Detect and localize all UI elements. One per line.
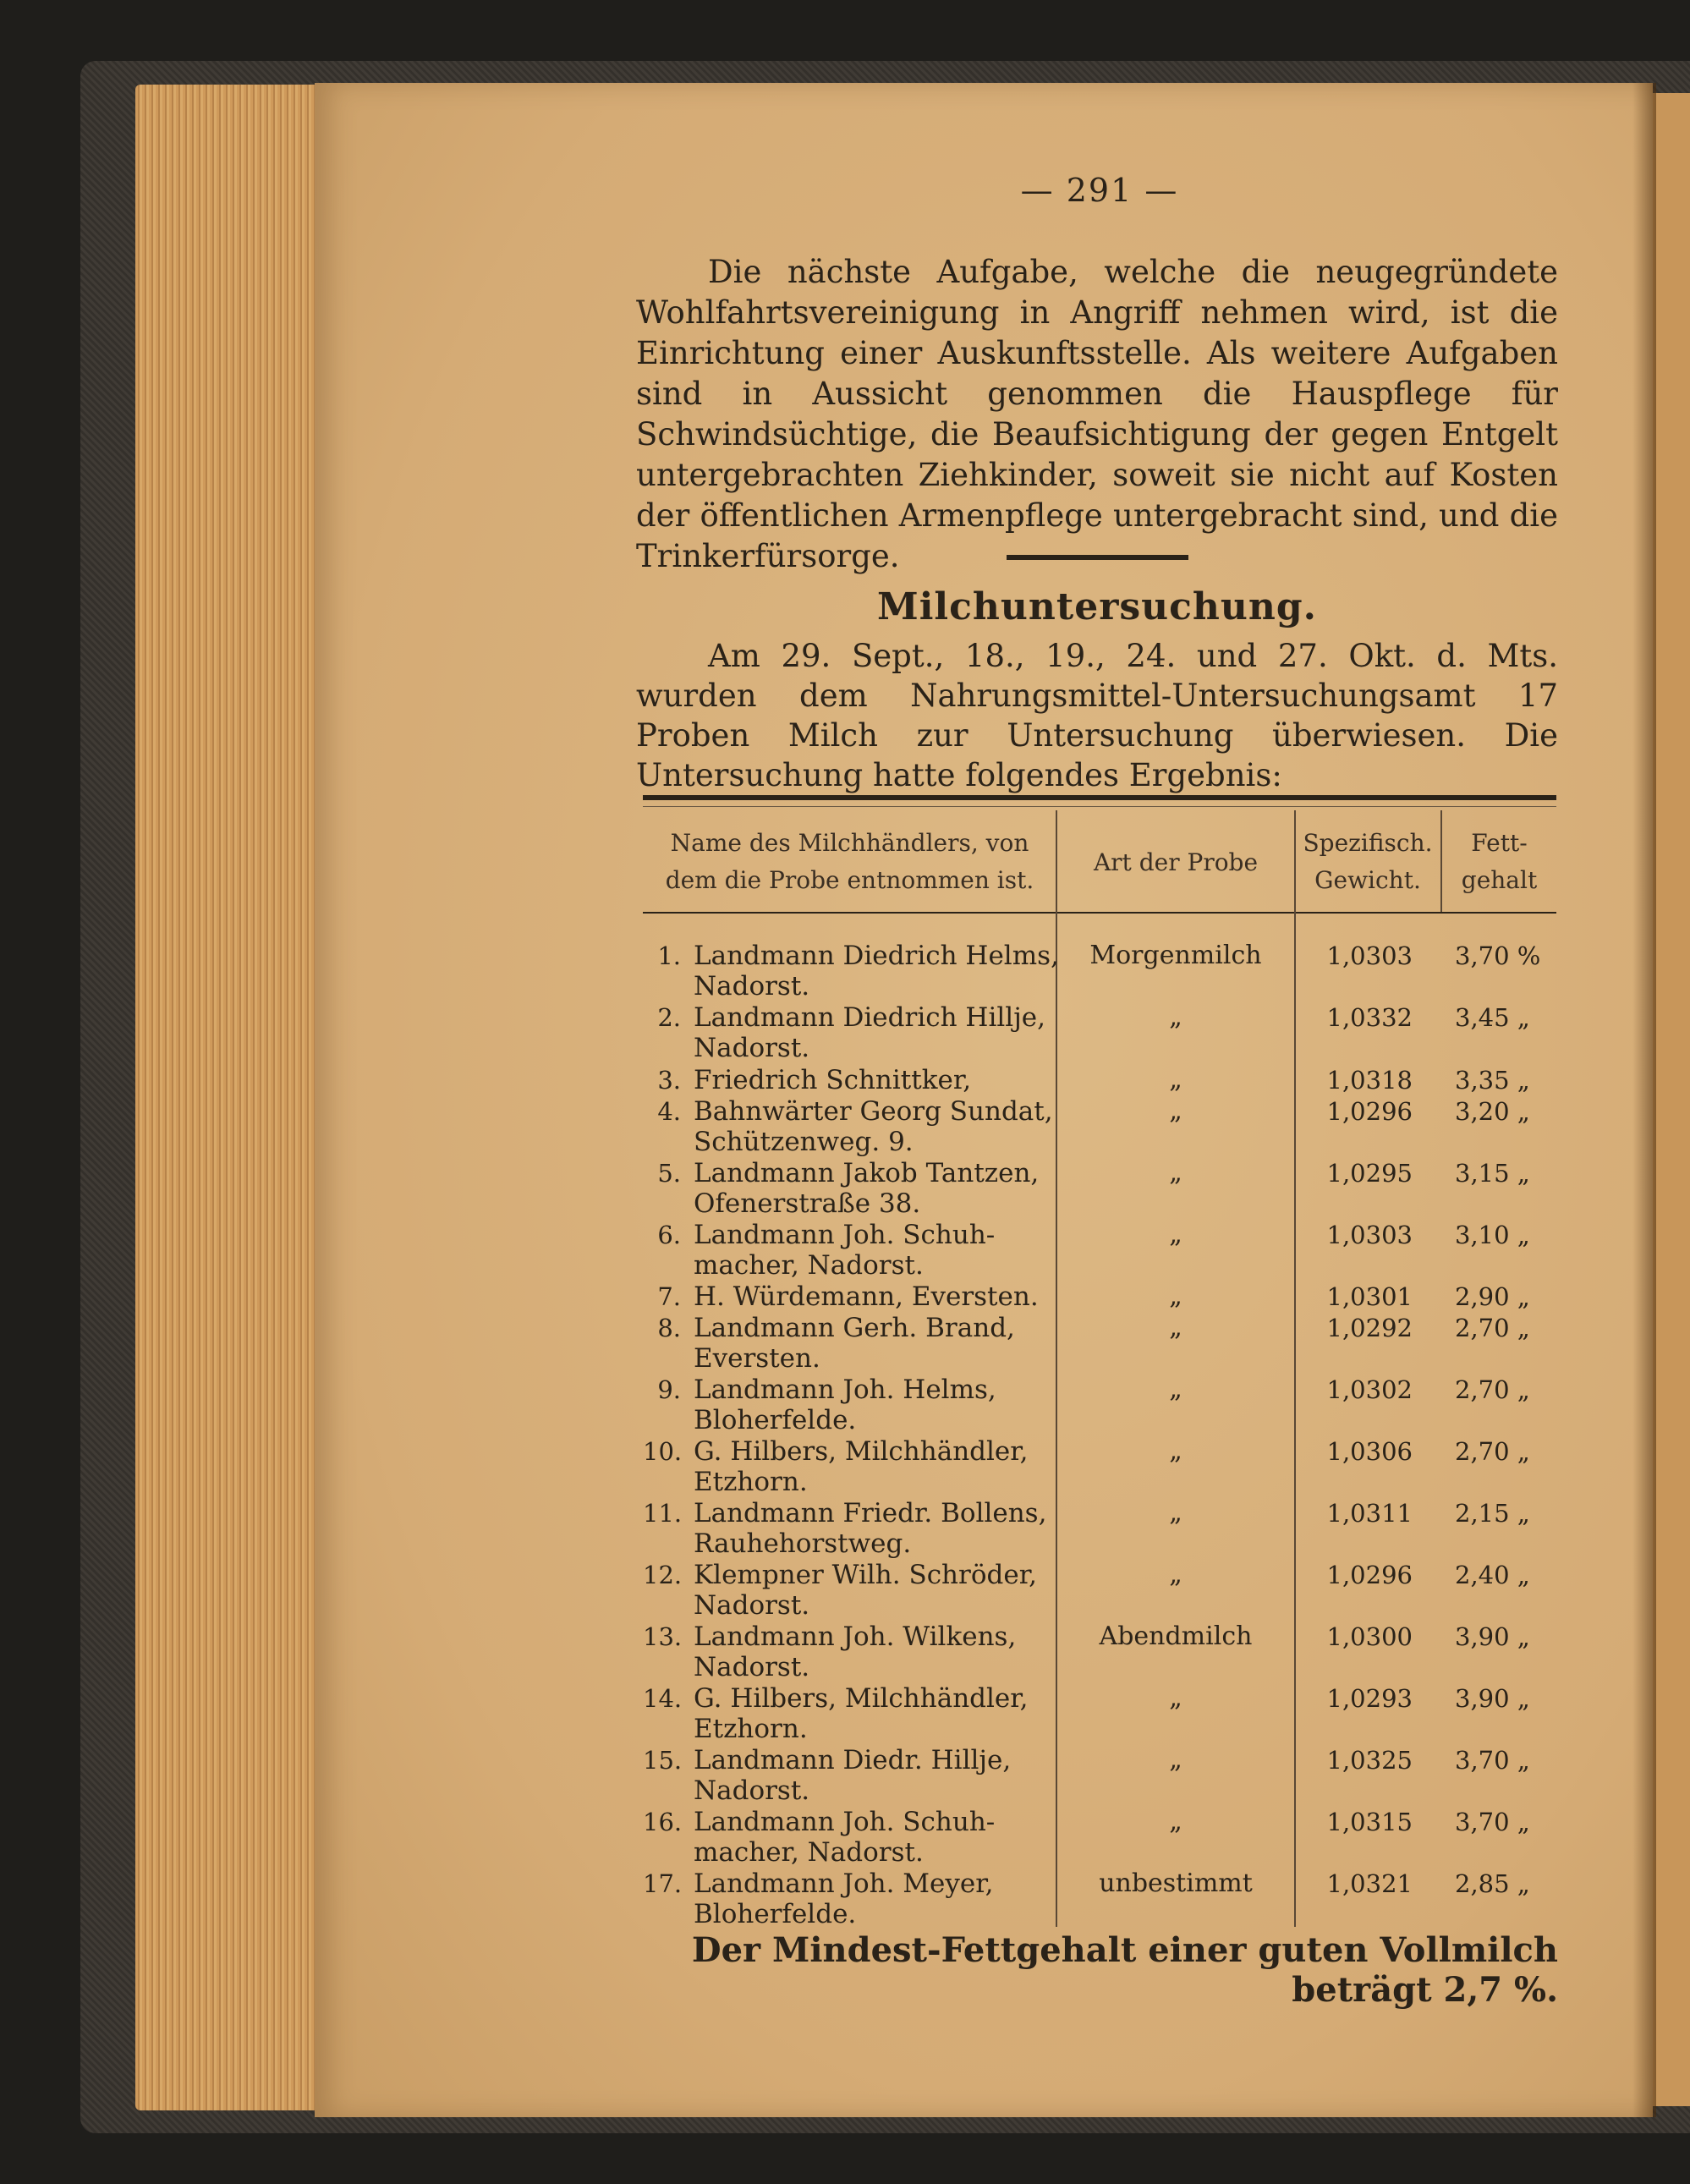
row-number: 7. bbox=[657, 1282, 681, 1311]
table-row bbox=[643, 1868, 1556, 1930]
row-name bbox=[694, 1622, 1100, 1682]
row-name-line2: Schützenweg. 9. bbox=[694, 1127, 914, 1157]
row-spec-gewicht: 1,0292 bbox=[1326, 1314, 1413, 1342]
row-spec-gewicht: 1,0302 bbox=[1326, 1375, 1413, 1404]
row-fettgehalt: 2,90 „ bbox=[1455, 1282, 1530, 1311]
table-row bbox=[643, 1220, 1556, 1281]
row-name bbox=[694, 1313, 1100, 1374]
table-row bbox=[643, 1375, 1556, 1436]
header-fett-line2: gehalt bbox=[1461, 866, 1538, 894]
row-fettgehalt: 3,15 „ bbox=[1455, 1159, 1530, 1188]
row-name-line1: Landmann Joh. Helms, bbox=[694, 1375, 996, 1405]
row-name bbox=[694, 1375, 1100, 1435]
row-spec-gewicht: 1,0318 bbox=[1326, 1066, 1413, 1095]
row-number: 15. bbox=[643, 1746, 683, 1775]
row-name-line2: Bloherfelde. bbox=[694, 1405, 857, 1435]
row-number: 10. bbox=[643, 1437, 683, 1466]
row-name bbox=[694, 1002, 1100, 1063]
row-art: „ bbox=[1169, 1313, 1182, 1342]
row-number: 14. bbox=[643, 1684, 683, 1713]
row-number: 9. bbox=[657, 1375, 681, 1404]
row-fettgehalt: 3,10 „ bbox=[1455, 1221, 1530, 1249]
table-row bbox=[643, 1002, 1556, 1064]
row-number: 3. bbox=[657, 1066, 681, 1095]
row-name-line2: Nadorst. bbox=[694, 1652, 810, 1682]
row-fettgehalt: 3,70 „ bbox=[1455, 1746, 1530, 1775]
header-name bbox=[645, 825, 1055, 899]
row-number: 13. bbox=[643, 1622, 683, 1651]
table-row bbox=[643, 1313, 1556, 1375]
header-name-line2: dem die Probe entnommen ist. bbox=[665, 866, 1034, 894]
row-name bbox=[694, 1560, 1100, 1621]
row-name-line1: Landmann Joh. Wilkens, bbox=[694, 1622, 1017, 1652]
row-name bbox=[694, 1436, 1100, 1497]
row-name-line2: Eversten. bbox=[694, 1343, 820, 1374]
row-name-line2: macher, Nadorst. bbox=[694, 1250, 924, 1281]
row-name-line1: Landmann Friedr. Bollens, bbox=[694, 1498, 1047, 1528]
row-art: unbestimmt bbox=[1099, 1868, 1253, 1898]
row-fettgehalt: 2,85 „ bbox=[1455, 1869, 1530, 1898]
row-spec-gewicht: 1,0315 bbox=[1326, 1808, 1413, 1836]
row-name bbox=[694, 1498, 1100, 1559]
row-name-line2: Etzhorn. bbox=[694, 1714, 808, 1744]
row-name bbox=[694, 1868, 1100, 1929]
row-spec-gewicht: 1,0321 bbox=[1326, 1869, 1413, 1898]
header-name-line1: Name des Milchhändlers, von bbox=[670, 829, 1029, 857]
row-spec-gewicht: 1,0311 bbox=[1326, 1499, 1413, 1528]
row-name-line2: Nadorst. bbox=[694, 1775, 810, 1806]
row-name-line2: Etzhorn. bbox=[694, 1467, 808, 1497]
row-art: „ bbox=[1169, 1560, 1182, 1589]
row-art: „ bbox=[1169, 1220, 1182, 1249]
row-name-line1: G. Hilbers, Milchhändler, bbox=[694, 1436, 1029, 1467]
table-header-rule bbox=[643, 912, 1556, 914]
row-art: „ bbox=[1169, 1065, 1182, 1095]
row-spec-gewicht: 1,0295 bbox=[1326, 1159, 1413, 1188]
row-number: 5. bbox=[657, 1159, 681, 1188]
row-name-line2: Nadorst. bbox=[694, 1590, 810, 1621]
row-name bbox=[694, 1281, 1100, 1312]
table-row bbox=[643, 941, 1556, 1002]
header-spec-line2: Gewicht. bbox=[1314, 866, 1421, 894]
row-number: 4. bbox=[657, 1097, 681, 1126]
row-name-line1: Landmann Gerh. Brand, bbox=[694, 1313, 1015, 1343]
row-art: „ bbox=[1169, 1683, 1182, 1713]
row-fettgehalt: 3,35 „ bbox=[1455, 1066, 1530, 1095]
row-name-line1: Friedrich Schnittker, bbox=[694, 1065, 972, 1095]
section-title: Milchuntersuchung. bbox=[876, 585, 1317, 628]
header-fett bbox=[1442, 825, 1556, 899]
row-number: 11. bbox=[643, 1499, 683, 1528]
table-row bbox=[643, 1807, 1556, 1868]
table-row bbox=[643, 1096, 1556, 1158]
row-number: 12. bbox=[643, 1561, 683, 1589]
row-name-line2: Bloherfelde. bbox=[694, 1899, 857, 1929]
row-name-line2: Nadorst. bbox=[694, 971, 810, 1001]
row-spec-gewicht: 1,0332 bbox=[1326, 1003, 1413, 1032]
section-paragraph: Am 29. Sept., 18., 19., 24. und 27. Okt. d. Mts. wurden dem Nahrungsmittel-Untersuchungsamt 17 Proben Milch zur Untersuchung überwiesen. Die Untersuchung hatte folgendes Ergebnis: bbox=[636, 638, 1558, 793]
header-spec-line1: Spezifisch. bbox=[1303, 829, 1433, 857]
table-row bbox=[643, 1560, 1556, 1622]
row-spec-gewicht: 1,0306 bbox=[1326, 1437, 1413, 1466]
section-divider bbox=[1007, 555, 1188, 560]
row-name bbox=[694, 1158, 1100, 1219]
row-name-line1: Landmann Diedrich Helms, bbox=[694, 941, 1059, 971]
row-name-line1: Landmann Jakob Tantzen, bbox=[694, 1158, 1040, 1188]
table-row bbox=[643, 1158, 1556, 1220]
row-fettgehalt: 3,70 „ bbox=[1455, 1808, 1530, 1836]
row-fettgehalt: 2,15 „ bbox=[1455, 1499, 1530, 1528]
row-name-line1: Landmann Joh. Schuh- bbox=[694, 1220, 996, 1250]
row-fettgehalt: 2,70 „ bbox=[1455, 1314, 1530, 1342]
row-art: „ bbox=[1169, 1436, 1182, 1466]
row-art: Morgenmilch bbox=[1089, 941, 1262, 970]
row-name bbox=[694, 941, 1100, 1001]
row-name-line1: H. Würdemann, Eversten. bbox=[694, 1281, 1039, 1312]
row-name-line1: Bahnwärter Georg Sundat, bbox=[694, 1096, 1053, 1127]
row-name-line1: Landmann Joh. Meyer, bbox=[694, 1868, 994, 1899]
row-fettgehalt: 3,90 „ bbox=[1455, 1622, 1530, 1651]
row-name-line2: Ofenerstraße 38. bbox=[694, 1188, 921, 1219]
row-art: „ bbox=[1169, 1281, 1182, 1311]
row-art: „ bbox=[1169, 1375, 1182, 1404]
row-name bbox=[694, 1096, 1100, 1157]
row-name-line1: G. Hilbers, Milchhändler, bbox=[694, 1683, 1029, 1714]
table-top-rule bbox=[643, 795, 1556, 800]
table-row bbox=[643, 1498, 1556, 1560]
row-name bbox=[694, 1745, 1100, 1806]
row-spec-gewicht: 1,0325 bbox=[1326, 1746, 1413, 1775]
row-fettgehalt: 2,70 „ bbox=[1455, 1437, 1530, 1466]
row-name bbox=[694, 1220, 1100, 1281]
row-fettgehalt: 3,45 „ bbox=[1455, 1003, 1530, 1032]
header-art bbox=[1057, 844, 1294, 881]
table-row bbox=[643, 1622, 1556, 1683]
row-name-line1: Landmann Diedr. Hillje, bbox=[694, 1745, 1012, 1775]
row-fettgehalt: 3,20 „ bbox=[1455, 1097, 1530, 1126]
row-spec-gewicht: 1,0303 bbox=[1326, 941, 1413, 970]
row-fettgehalt: 3,90 „ bbox=[1455, 1684, 1530, 1713]
row-spec-gewicht: 1,0301 bbox=[1326, 1282, 1413, 1311]
row-number: 17. bbox=[643, 1869, 683, 1898]
row-art: Abendmilch bbox=[1099, 1622, 1253, 1651]
closing-line: Der Mindest-Fettgehalt einer guten Vollmilch beträgt 2,7 %. bbox=[691, 1930, 1558, 2010]
table-row bbox=[643, 1745, 1556, 1807]
row-name-line1: Landmann Joh. Schuh- bbox=[694, 1807, 996, 1837]
header-spec bbox=[1296, 825, 1440, 899]
table-row bbox=[643, 1683, 1556, 1745]
row-art: „ bbox=[1169, 1158, 1182, 1188]
row-name-line1: Klempner Wilh. Schröder, bbox=[694, 1560, 1037, 1590]
row-number: 16. bbox=[643, 1808, 683, 1836]
row-name bbox=[694, 1683, 1100, 1744]
row-number: 1. bbox=[657, 941, 681, 970]
intro-paragraph: Die nächste Aufgabe, welche die neugegründete Wohlfahrtsvereinigung in Angriff nehmen wird, ist die Einrichtung einer Auskunftsstelle. Als weitere Aufgaben sind in Aussicht genommen die Hauspflege für Schwindsüchtige, die Beaufsichtigung der gegen Entgelt untergebrachten Ziehkinder, soweit sie nicht auf Kosten der öffentlichen Armenpflege untergebracht sind, und die Trinkerfürsorge. bbox=[636, 254, 1558, 574]
row-number: 6. bbox=[657, 1221, 681, 1249]
page-number: — 291 — bbox=[1020, 172, 1179, 209]
row-spec-gewicht: 1,0293 bbox=[1326, 1684, 1413, 1713]
row-fettgehalt: 2,40 „ bbox=[1455, 1561, 1530, 1589]
row-art: „ bbox=[1169, 1002, 1182, 1032]
row-art: „ bbox=[1169, 1096, 1182, 1126]
row-spec-gewicht: 1,0296 bbox=[1326, 1097, 1413, 1126]
row-art: „ bbox=[1169, 1807, 1182, 1836]
table-row bbox=[643, 1436, 1556, 1498]
row-name-line2: macher, Nadorst. bbox=[694, 1837, 924, 1868]
row-spec-gewicht: 1,0296 bbox=[1326, 1561, 1413, 1589]
row-name-line1: Landmann Diedrich Hillje, bbox=[694, 1002, 1046, 1033]
row-spec-gewicht: 1,0303 bbox=[1326, 1221, 1413, 1249]
row-fettgehalt: 3,70 % bbox=[1455, 941, 1541, 970]
row-fettgehalt: 2,70 „ bbox=[1455, 1375, 1530, 1404]
row-art: „ bbox=[1169, 1745, 1182, 1775]
row-name-line2: Nadorst. bbox=[694, 1033, 810, 1063]
header-art-label: Art der Probe bbox=[1093, 848, 1259, 876]
row-name bbox=[694, 1807, 1100, 1868]
row-name bbox=[694, 1065, 1100, 1095]
row-art: „ bbox=[1169, 1498, 1182, 1528]
header-fett-line1: Fett- bbox=[1471, 829, 1528, 857]
row-number: 2. bbox=[657, 1003, 681, 1032]
row-number: 8. bbox=[657, 1314, 681, 1342]
row-spec-gewicht: 1,0300 bbox=[1326, 1622, 1413, 1651]
table-top-thin-rule bbox=[643, 806, 1556, 807]
row-name-line2: Rauhehorstweg. bbox=[694, 1528, 912, 1559]
